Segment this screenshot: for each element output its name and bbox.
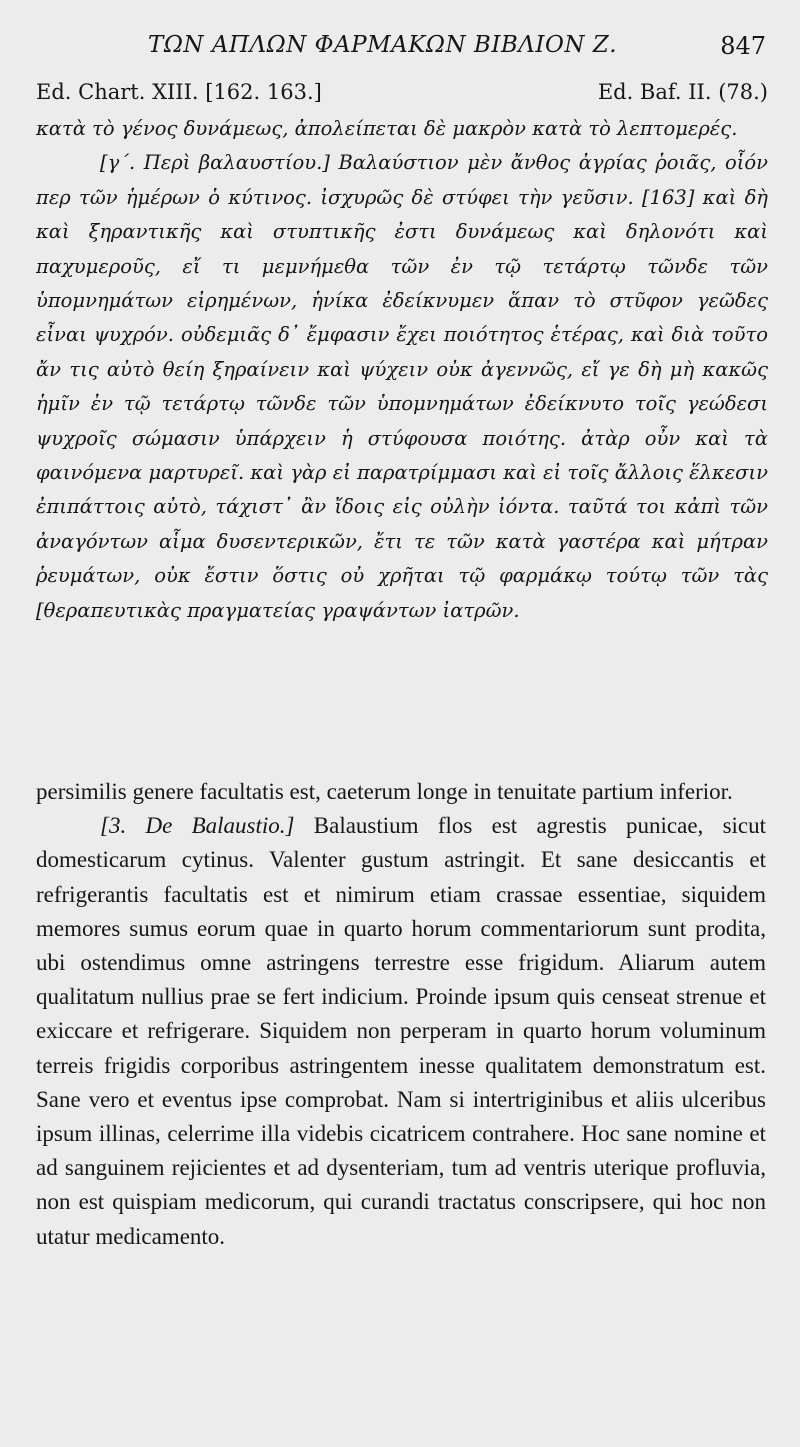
latin-section-balaustium (36, 809, 766, 1254)
running-head (0, 32, 800, 68)
edition-basel: Ed. Baf. II. (78.) (597, 80, 768, 104)
edition-chartier: Ed. Chart. XIII. [162. 163.] (36, 80, 322, 104)
greek-section-heading: [γ΄. Περὶ βαλαυστίου.] (100, 151, 330, 175)
latin-section-heading: [3. De Balaustio.] (100, 813, 295, 839)
greek-text-block (36, 112, 768, 628)
greek-section-body: Βαλαύστιον μὲν ἄνθος ἀγρίας ῥοιᾶς, οἷόν περ τῶν ἡμέρων ὁ κύτινος. ἰσχυρῶς δὲ στύφει τὴν γεῦσιν. [163] καὶ δὴ καὶ ξηραντικῆς καὶ στυπτικῆς ἐστι δυνάμεως καὶ δηλονότι καὶ παχυμεροῦς, εἴ τι μεμνήμεθα τῶν ἐν τῷ τετάρτῳ τῶνδε τῶν ὑπομνημάτων εἰρημένων, ἡνίκα ἐδείκνυμεν ἅπαν τὸ στῦφον γεῶδες εἶναι ψυχρόν. οὐδεμιᾶς δ᾽ ἔμφασιν ἔχει ποιότητος ἑτέρας, καὶ διὰ τοῦτο ἄν τις αὐτὸ θείη ξηραίνειν καὶ ψύχειν οὐκ ἀγεννῶς, εἴ γε δὴ μὴ κακῶς ἡμῖν ἐν τῷ τετάρτῳ τῶνδε τῶν ὑπομνημάτων ἐδείκνυτο τοῖς γεώδεσι ψυχροῖς σώμασιν ὑπάρχειν ἡ στύφουσα ποιότης. ἀτὰρ οὖν καὶ τὰ φαινόμενα μαρτυρεῖ. καὶ γὰρ εἰ παρατρίμμασι καὶ εἰ τοῖς ἄλλοις ἕλκεσιν ἐπιπάττοις αὐτὸ, τάχιστ᾽ ἂν ἴδοις εἰς οὐλὴν ἰόντα. ταῦτά τοι κἀπὶ τῶν ἀναγόντων αἷμα δυσεντερικῶν, ἔτι τε τῶν κατὰ γαστέρα καὶ μήτραν ῥευμάτων, οὐκ ἔστιν ὅστις οὐ χρῆται τῷ φαρμάκῳ τούτῳ τῶν τὰς [θεραπευτικὰς πραγματείας γραψάντων ἰατρῶν. (36, 151, 768, 622)
edition-line (36, 80, 768, 110)
latin-text-block (36, 775, 766, 1254)
greek-section-balaustion (36, 146, 768, 628)
latin-paragraph-continuation: persimilis genere facultatis est, caeterum longe in tenuitate partium inferior. (36, 779, 733, 804)
running-title: ΤΩΝ ΑΠΛΩΝ ΦΑΡΜΑΚΩΝ ΒΙΒΛΙΟΝ Ζ. (148, 32, 618, 58)
greek-paragraph-continuation: κατὰ τὸ γένος δυνάμεως, ἀπολείπεται δὲ μακρὸν κατὰ τὸ λεπτομερές. (36, 117, 738, 140)
latin-section-body: Balaustium flos est agrestis punicae, sicut domesticarum cytinus. Valenter gustum astringit. Et sane desiccantis et refrigerantis facultatis est et nimirum etiam crassae essentiae, siquidem memores sumus eorum quae in quarto horum commentariorum sunt prodita, ubi ostendimus omne astringens terrestre esse frigidum. Aliarum autem qualitatum nullius prae se fert indicium. Proinde ipsum quis censeat strenue et exiccare et refrigerare. Siquidem non perperam in quarto horum voluminum terreis frigidis corporibus astringentem inesse qualitatem demonstratum est. Sane vero et eventus ipse comprobat. Nam si intertriginibus et aliis ulceribus ipsum illinas, celerrime illa videbis cicatricem contrahere. Hoc sane nomine et ad sanguinem rejicientes et ad dysenteriam, tum ad ventris uterique profluvia, non est quispiam medicorum, qui curandi tractatus conscripsere, qui hoc non utatur medicamento. (36, 813, 767, 1249)
page-number: 847 (720, 32, 766, 60)
